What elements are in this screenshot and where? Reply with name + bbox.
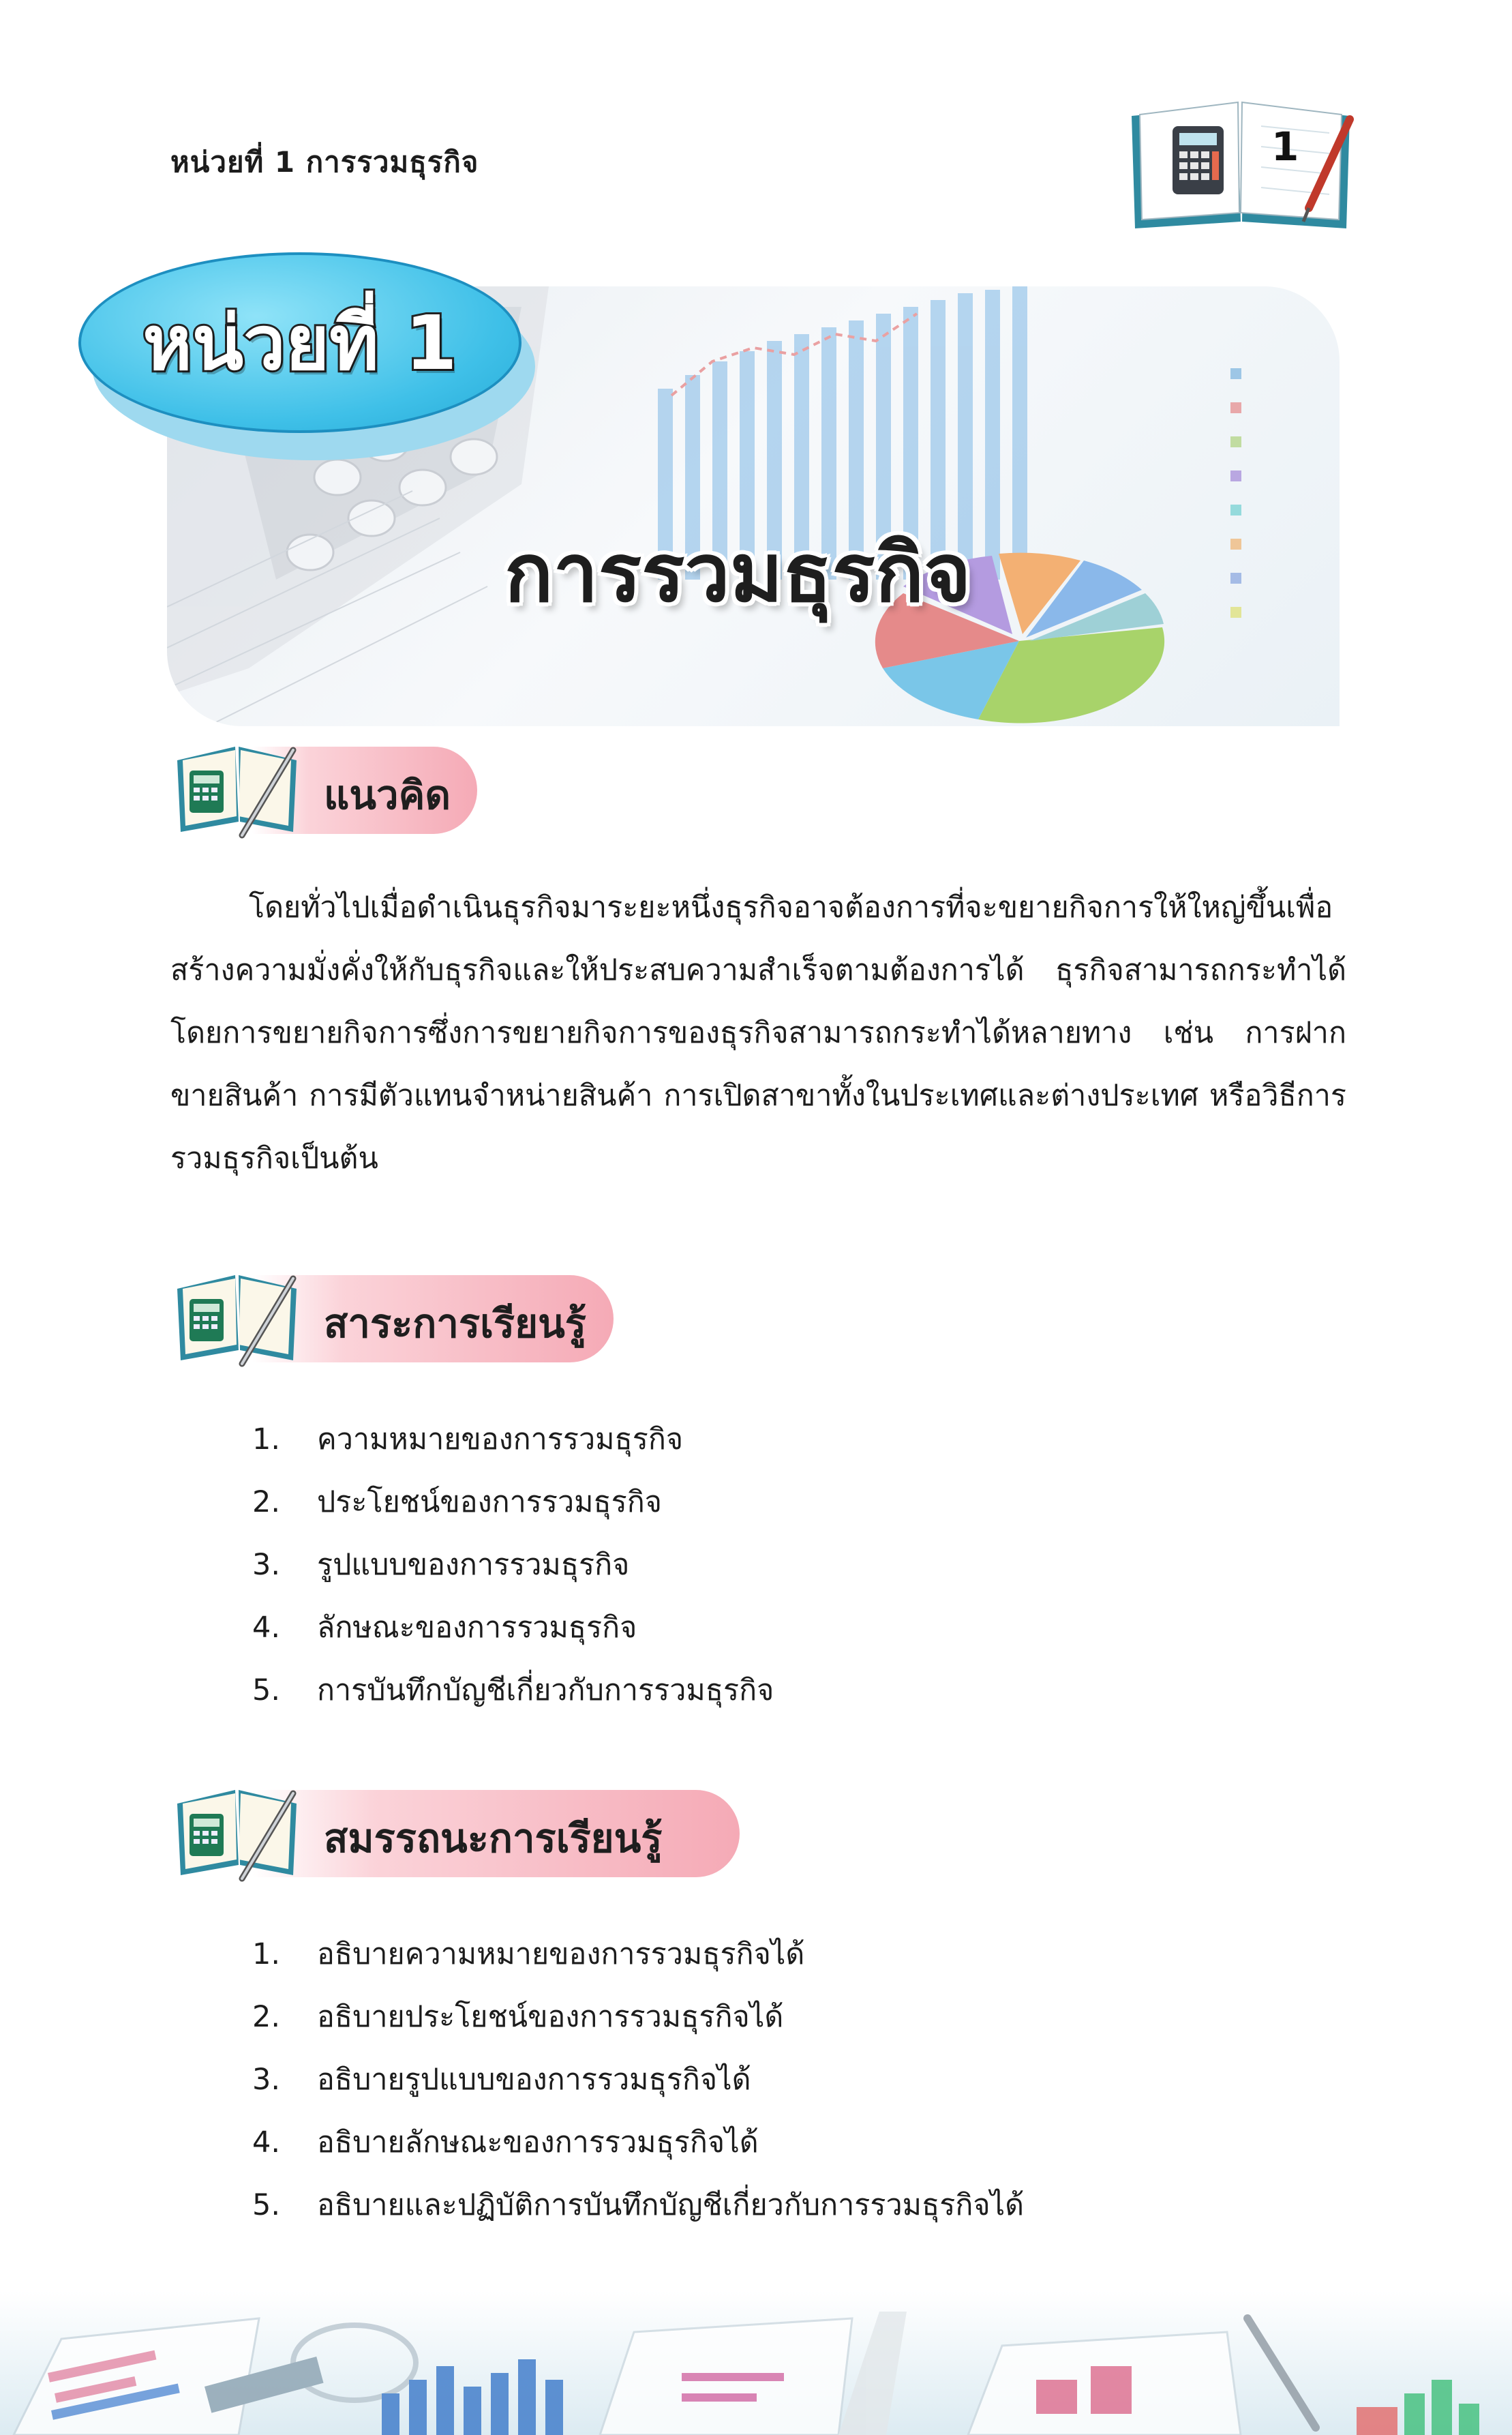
list-item xyxy=(252,2048,1024,2111)
section-heading: สาระการเรียนรู้ xyxy=(324,1300,586,1347)
list-text: อธิบายรูปแบบของการรวมธุรกิจได้ xyxy=(317,2063,751,2097)
book-page-number-icon xyxy=(1125,89,1357,232)
book-calculator-pen-icon xyxy=(170,1776,307,1885)
unit-badge xyxy=(78,252,521,433)
list-text: อธิบายและปฏิบัติการบันทึกบัญชีเกี่ยวกับการรวมธุรกิจได้ xyxy=(317,2188,1025,2222)
section-header-content xyxy=(170,1261,620,1364)
list-number: 1. xyxy=(252,1937,281,1971)
list-item xyxy=(252,1471,774,1534)
book-calculator-pen-icon xyxy=(170,1261,307,1371)
list-text: ประโยชน์ของการรวมธุรกิจ xyxy=(317,1485,663,1519)
section-header-competency xyxy=(170,1776,750,1879)
list-text: ความหมายของการรวมธุรกิจ xyxy=(317,1422,684,1456)
section-header-concept xyxy=(170,733,491,835)
list-text: อธิบายประโยชน์ของการรวมธุรกิจได้ xyxy=(317,2000,784,2034)
list-text: การบันทึกบัญชีเกี่ยวกับการรวมธุรกิจ xyxy=(317,1673,774,1707)
chapter-title: การรวมธุรกิจ xyxy=(504,526,971,620)
list-number: 2. xyxy=(252,2000,281,2034)
list-item xyxy=(252,1659,774,1722)
book-calculator-pen-icon xyxy=(170,733,307,842)
list-number: 4. xyxy=(252,2125,281,2160)
list-item xyxy=(252,1923,1024,1986)
list-number: 5. xyxy=(252,2188,281,2222)
competency-list xyxy=(252,1923,1024,2237)
list-number: 3. xyxy=(252,2063,281,2097)
list-text: อธิบายลักษณะของการรวมธุรกิจได้ xyxy=(317,2125,759,2160)
list-item xyxy=(252,1596,774,1659)
list-number: 3. xyxy=(252,1548,281,1582)
list-number: 2. xyxy=(252,1485,281,1519)
concept-paragraph: โดยทั่วไปเมื่อดำเนินธุรกิจมาระยะหนึ่งธุรกิจอาจต้องการที่จะขยายกิจการให้ใหญ่ขึ้นเพื่อสร้างความมั่งคั่งให้กับธุรกิจและให้ประสบความสำเร็จตามต้องการได้ ธุรกิจสามารถกระทำได้โดยการขยายกิจการซึ่งการขยายกิจการของธุรกิจสามารถกระทำได้หลายทาง เช่น การฝากขายสินค้า การมีตัวแทนจำหน่ายสินค้า การเปิดสาขาทั้งในประเทศและต่างประเทศ หรือวิธีการรวมธุรกิจเป็นต้น xyxy=(170,891,1346,1176)
content-list xyxy=(252,1408,774,1722)
list-text: รูปแบบของการรวมธุรกิจ xyxy=(317,1548,630,1582)
list-text: ลักษณะของการรวมธุรกิจ xyxy=(317,1611,637,1645)
list-number: 5. xyxy=(252,1673,281,1707)
list-text: อธิบายความหมายของการรวมธุรกิจได้ xyxy=(317,1937,805,1971)
list-number: 4. xyxy=(252,1611,281,1645)
list-item xyxy=(252,1408,774,1471)
section-heading: แนวคิด xyxy=(324,772,451,818)
list-item xyxy=(252,1986,1024,2048)
page-number: 1 xyxy=(1271,123,1299,170)
footer-decoration xyxy=(0,2291,1512,2435)
unit-label: หน่วยที่ 1 xyxy=(142,299,457,387)
list-number: 1. xyxy=(252,1422,281,1456)
section-heading: สมรรถนะการเรียนรู้ xyxy=(324,1815,663,1862)
list-item xyxy=(252,1534,774,1596)
running-header: หน่วยที่ 1 การรวมธุรกิจ xyxy=(170,145,479,179)
list-item xyxy=(252,2174,1024,2237)
list-item xyxy=(252,2111,1024,2174)
